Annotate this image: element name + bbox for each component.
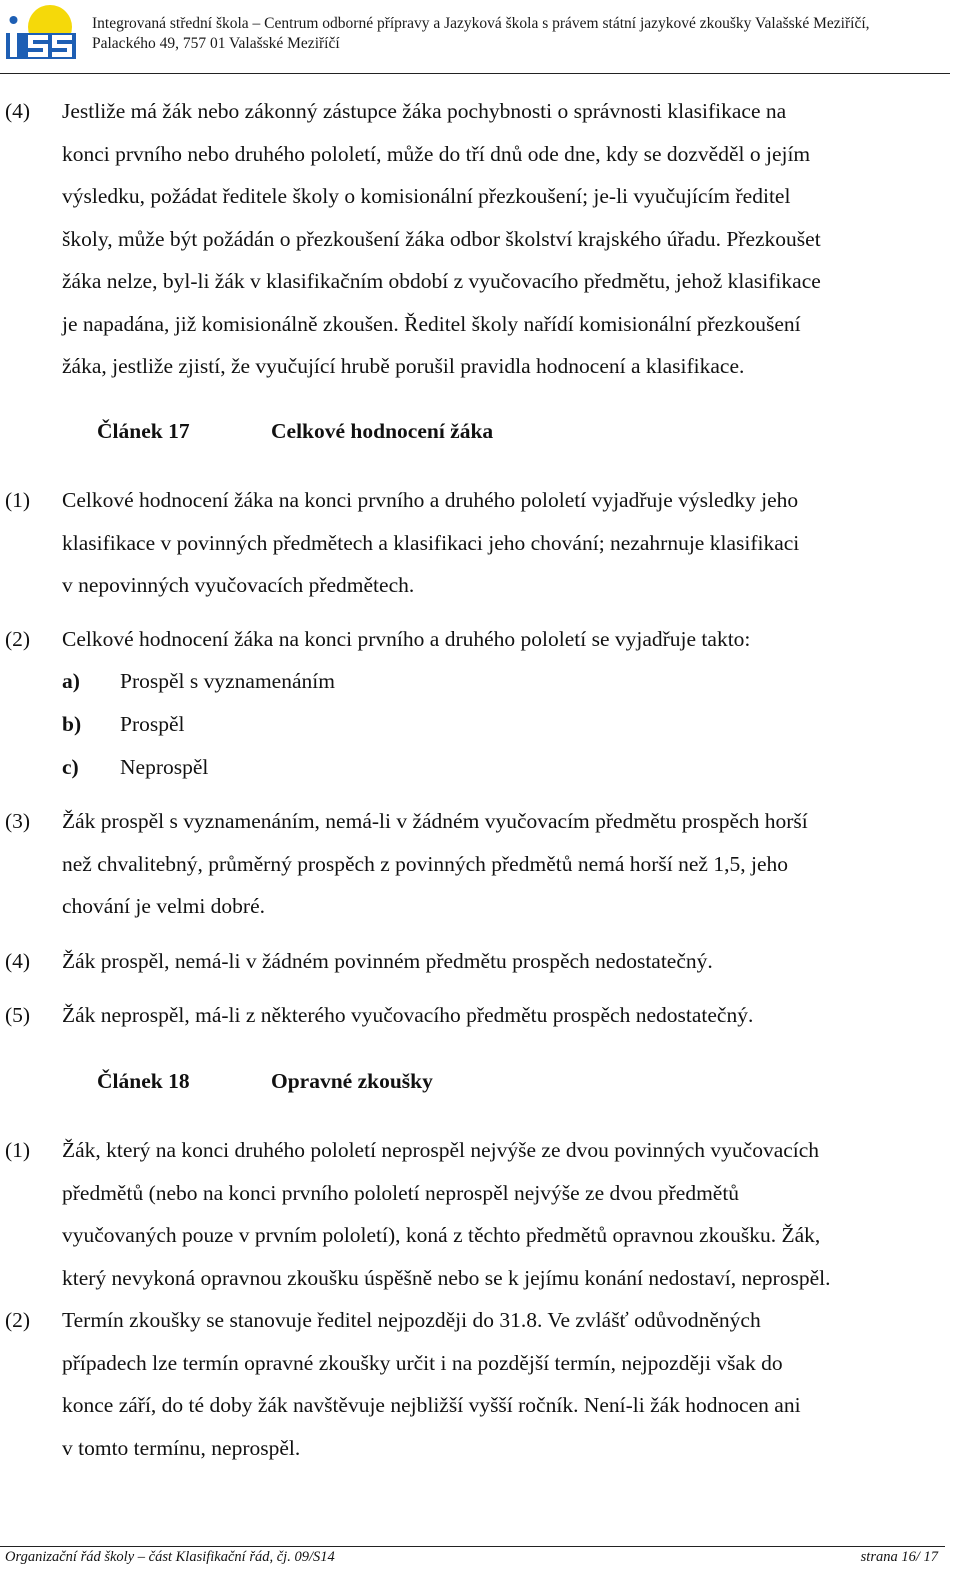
text-line: Celkové hodnocení žáka na konci prvního a druhého pololetí vyjadřuje výsledky jeho xyxy=(62,488,799,512)
text-line: žáka, jestliže zjistí, že vyučující hrubě porušil pravidla hodnocení a klasifikace. xyxy=(62,354,745,378)
text-line: vyučovaných pouze v prvním pololetí), koná z těchto předmětů opravnou zkoušku. Žák, xyxy=(62,1223,821,1247)
paragraph-text: Žák neprospěl, má-li z některého vyučovacího předmětu prospěch nedostatečný. xyxy=(62,1003,754,1027)
text-line: Jestliže má žák nebo zákonný zástupce žáka pochybnosti o správnosti klasifikace na xyxy=(62,99,787,123)
article-number: Článek 18 xyxy=(97,1069,190,1093)
text-line: výsledku, požádat ředitele školy o komisionální přezkoušení; je-li vyučujícím ředitel xyxy=(62,184,791,208)
text-line: je napadána, již komisionálně zkoušen. Ředitel školy nařídí komisionální přezkoušení xyxy=(62,311,801,336)
paragraph-number: (1) xyxy=(5,488,31,512)
text-line: konci prvního nebo druhého pololetí, může do tří dnů ode dne, kdy se dozvěděl o jejím xyxy=(62,141,811,166)
paragraph-text xyxy=(62,1129,947,1299)
list-text: Prospěl s vyznamenáním xyxy=(120,669,335,693)
text-line: Žák prospěl s vyznamenáním, nemá-li v žádném vyučovacím předmětu prospěch horší xyxy=(62,809,808,833)
text-line: předmětů (nebo na konci prvního pololetí neprospěl nejvýše ze dvou předmětů xyxy=(62,1180,740,1205)
text-line: školy, může být požádán o přezkoušení žáka odbor školství krajského úřadu. Přezkoušet xyxy=(62,226,821,251)
paragraph-number: (5) xyxy=(5,1003,31,1027)
paragraph-number: (3) xyxy=(5,809,31,833)
school-logo xyxy=(4,3,78,61)
paragraph-number: (2) xyxy=(5,627,31,651)
text-line: Termín zkoušky se stanovuje ředitel nejpozději do 31.8. Ve zvlášť odůvodněných xyxy=(62,1308,761,1332)
paragraph-text xyxy=(62,90,947,388)
header-text xyxy=(92,14,870,54)
text-line: který nevykoná opravnou zkoušku úspěšně nebo se k jejímu konání nedostaví, neprospěl. xyxy=(62,1265,831,1290)
paragraph-text xyxy=(62,479,947,607)
header-line-1: Integrovaná střední škola – Centrum odborné přípravy a Jazyková škola s právem státní jazykové zkoušky Valašské Meziříčí, xyxy=(92,15,870,32)
paragraph-number: (4) xyxy=(5,949,31,973)
article-number: Článek 17 xyxy=(97,419,190,443)
text-line: v nepovinných vyučovacích předmětech. xyxy=(62,573,415,597)
list-letter: b) xyxy=(62,712,82,736)
footer-divider xyxy=(0,1546,945,1547)
article-title: Celkové hodnocení žáka xyxy=(271,419,494,443)
footer-document-reference: Organizační řád školy – část Klasifikační řád, čj. 09/S14 xyxy=(5,1549,335,1565)
text-line: v tomto termínu, neprospěl. xyxy=(62,1435,301,1460)
paragraph-text: Celkové hodnocení žáka na konci prvního a druhého pololetí se vyjadřuje takto: xyxy=(62,627,751,651)
list-letter: c) xyxy=(62,755,79,779)
footer-page-number: strana 16/ 17 xyxy=(860,1549,938,1565)
paragraph-text xyxy=(62,1299,947,1469)
article-title: Opravné zkoušky xyxy=(271,1069,433,1093)
header-divider xyxy=(0,73,950,74)
paragraph-text: Žák prospěl, nemá-li v žádném povinném předmětu prospěch nedostatečný. xyxy=(62,949,713,973)
text-line: než chvalitebný, průměrný prospěch z povinných předmětů nemá horší než 1,5, jeho xyxy=(62,851,788,876)
text-line: žáka nelze, byl-li žák v klasifikačním období z vyučovacího předmětu, jehož klasifikace xyxy=(62,269,821,293)
text-line: chování je velmi dobré. xyxy=(62,894,265,918)
text-line: konce září, do té doby žák navštěvuje nejbližší vyšší ročník. Není-li žák hodnocen ani xyxy=(62,1393,801,1417)
page-header xyxy=(0,0,960,78)
paragraph-number: (4) xyxy=(5,99,31,123)
paragraph-text xyxy=(62,800,947,928)
list-letter: a) xyxy=(62,669,80,693)
header-line-2: Palackého 49, 757 01 Valašské Meziříčí xyxy=(92,35,340,52)
list-text: Neprospěl xyxy=(120,755,209,779)
text-line: klasifikace v povinných předmětech a klasifikaci jeho chování; nezahrnuje klasifikaci xyxy=(62,530,800,555)
list-text: Prospěl xyxy=(120,712,185,736)
text-line: Žák, který na konci druhého pololetí neprospěl nejvýše ze dvou povinných vyučovacích xyxy=(62,1138,820,1162)
paragraph-number: (2) xyxy=(5,1308,31,1332)
paragraph-number: (1) xyxy=(5,1138,31,1162)
text-line: případech lze termín opravné zkoušky určit i na pozdější termín, nejpozději však do xyxy=(62,1350,783,1375)
